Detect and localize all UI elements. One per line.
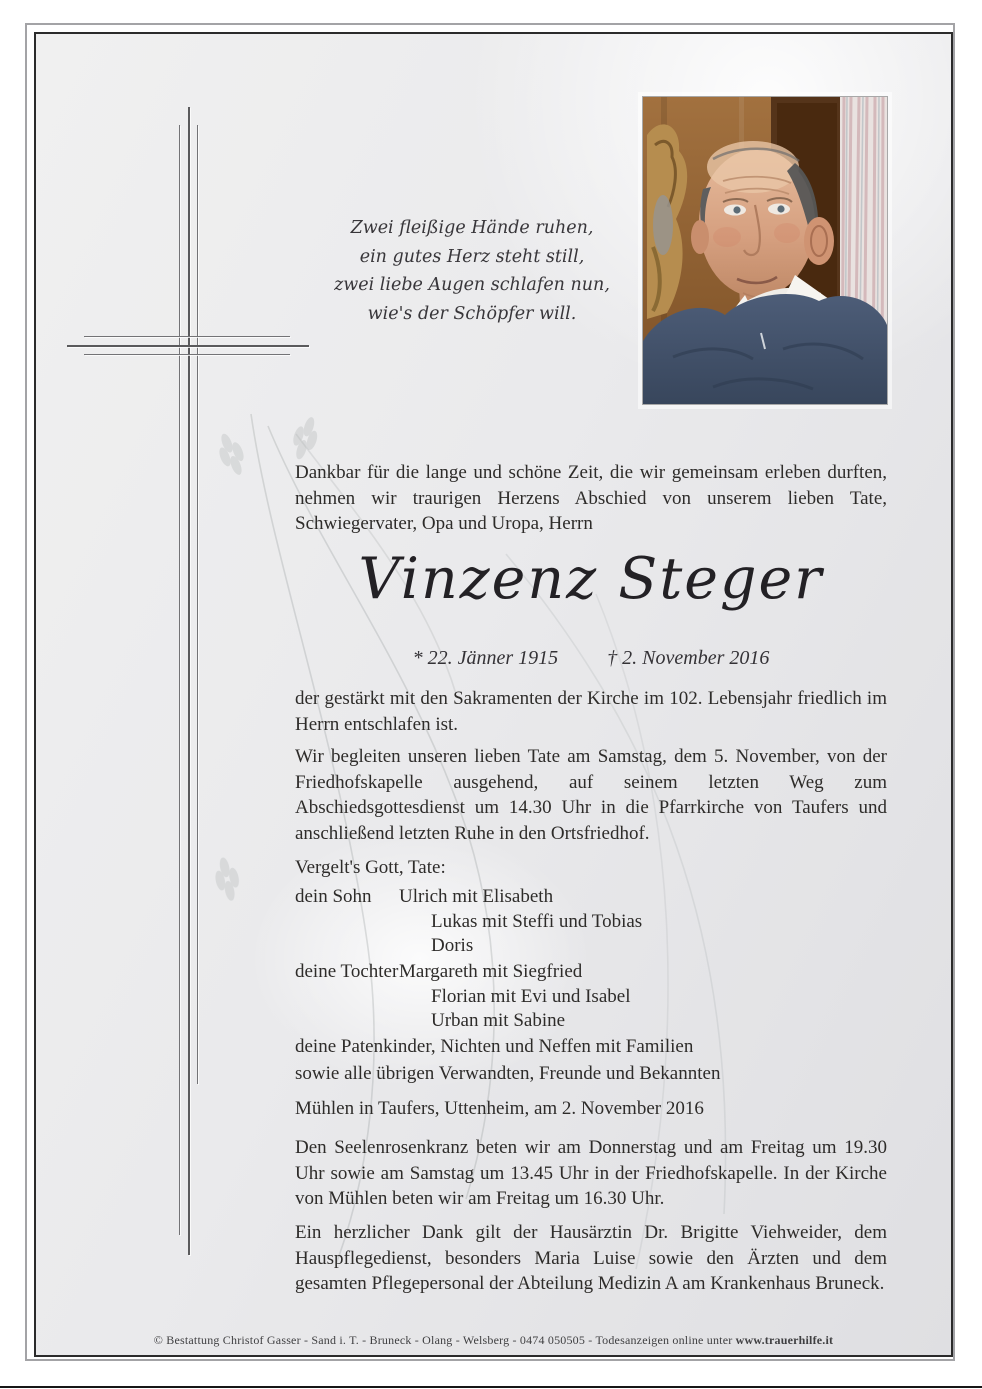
rosary-paragraph: Den Seelenrosenkranz beten wir am Donnerstag und am Freitag um 19.30 Uhr sowie am Samstag um 13.45 Uhr in der Friedhofskapelle. In der Kirche von Mühlen beten wir am Freitag um 16.30 Uhr. [295,1137,887,1209]
funeral-home-footer [36,1333,951,1348]
family-row [295,1010,887,1035]
trauerhilfe-link[interactable]: www.trauerhilfe.it [735,1333,834,1347]
life-dates [295,647,887,670]
deceased-name: Vinzenz Steger [358,546,824,612]
cross-vertical-line [179,125,180,1235]
cross-vertical-line [197,125,198,1084]
passing-paragraph: der gestärkt mit den Sakramenten der Kirche im 102. Lebensjahr friedlich im Herrn entschlafen ist. [295,688,887,735]
family-additional-line: sowie alle übrigen Verwandten, Freunde und Bekannten [295,1063,721,1084]
family-member-name: Margareth mit Siegfried [399,961,583,982]
obituary-card [34,32,953,1357]
poem-line: ein gutes Herz steht still, [359,246,585,267]
intro-paragraph: Dankbar für die lange und schöne Zeit, die wir gemeinsam erleben durften, nehmen wir traurigen Herzens Abschied von unserem lieben Tate, Schwiegervater, Opa und Uropa, Herrn [295,462,887,534]
cross-horizontal-line [84,354,290,355]
place-date-line: Mühlen in Taufers, Uttenheim, am 2. November 2016 [295,1098,704,1119]
death-date: † 2. November 2016 [607,647,770,669]
cross-vertical-line [188,107,190,1255]
family-row [295,935,887,960]
family-member-name: Doris [431,935,474,956]
poem-line: Zwei fleißige Hände ruhen, [350,218,594,238]
family-row [295,911,887,936]
memorial-poem [326,214,618,328]
portrait-photo [642,96,888,405]
family-relation-label: dein Sohn [295,886,372,907]
funeral-paragraph: Wir begleiten unseren lieben Tate am Samstag, dem 5. November, von der Friedhofskapelle ausgehend, auf seinem letzten Weg zum Abschiedsgottesdienst um 14.30 Uhr in die Pfarrkirche von Taufers und anschließend letzten Ruhe in den Ortsfriedhof. [295,746,887,844]
family-member-name: Urban mit Sabine [431,1010,566,1031]
family-row [295,961,887,986]
family-row [295,986,887,1011]
thanks-heading: Vergelt's Gott, Tate: [295,857,446,878]
poem-line: wie's der Schöpfer will. [367,303,577,324]
family-row [295,886,887,911]
family-member-name: Florian mit Evi und Isabel [431,986,631,1007]
family-member-name: Ulrich mit Elisabeth [399,886,554,907]
cross-horizontal-line [67,345,309,347]
family-member-name: Lukas mit Steffi und Tobias [431,911,643,932]
cross-horizontal-line [84,336,290,337]
acknowledgement-paragraph: Ein herzlicher Dank gilt der Hausärztin Dr. Brigitte Viehweider, dem Hauspflegedienst, besonders Maria Luise sowie den Ärzten und dem gesamten Pflegepersonal der Abteilung Medizin A am Krankenhaus Bruneck. [295,1222,887,1294]
footer-text: © Bestattung Christof Gasser - Sand i. T. - Bruneck - Olang - Welsberg - 0474 050505 - Todesanzeigen online unter [153,1333,736,1347]
family-additional-line: deine Patenkinder, Nichten und Neffen mit Familien [295,1036,694,1057]
poem-line: zwei liebe Augen schlafen nun, [334,275,610,295]
family-relation-label: deine Tochter [295,961,399,982]
birth-date: * 22. Jänner 1915 [412,647,559,669]
page-bottom-rule [0,1386,982,1388]
